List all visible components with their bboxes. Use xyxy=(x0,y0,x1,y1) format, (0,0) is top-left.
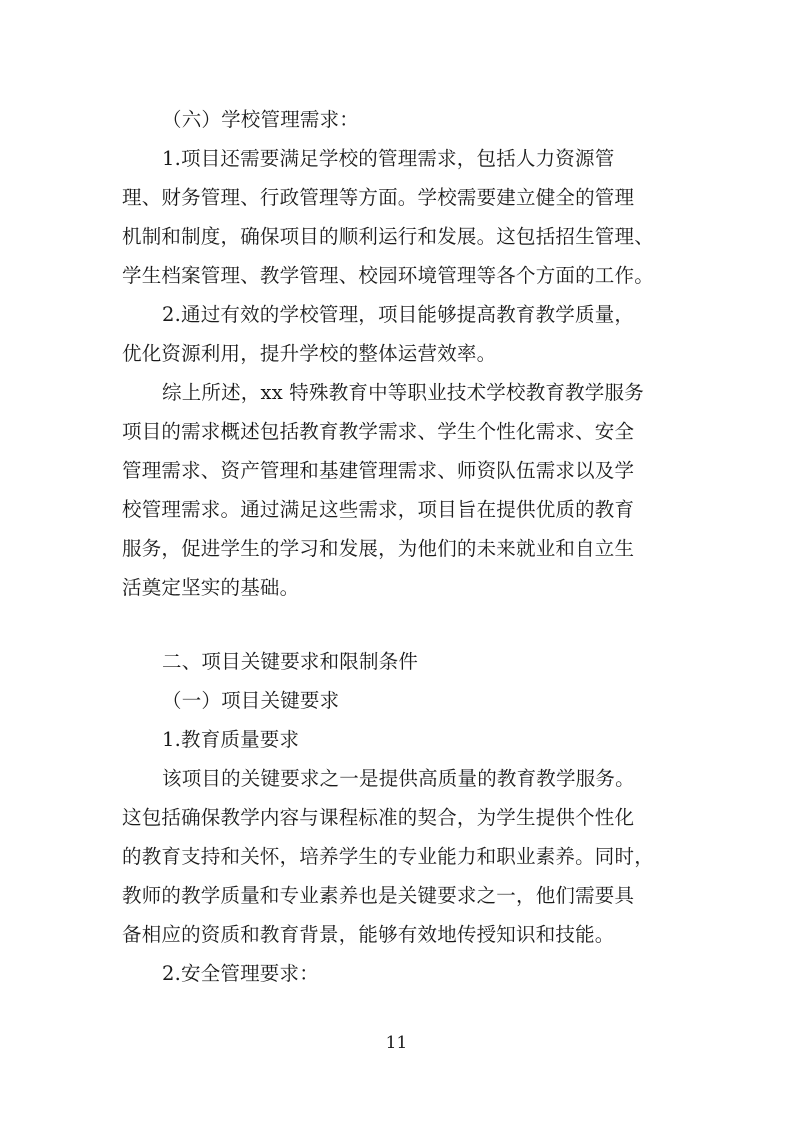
paragraph-line: 管理需求、资产管理和基建管理需求、师资队伍需求以及学 xyxy=(122,459,635,482)
page-number: 11 xyxy=(385,1033,408,1053)
paragraph-line: 优化资源利用，提升学校的整体运营效率。 xyxy=(122,342,497,365)
paragraph-line: 机制和制度，确保项目的顺利运行和发展。这包括招生管理、 xyxy=(122,225,654,248)
paragraph-line: 的教育支持和关怀，培养学生的专业能力和职业素养。同时， xyxy=(122,845,654,868)
paragraph-line: 活奠定坚实的基础。 xyxy=(122,576,300,599)
paragraph-line: 该项目的关键要求之一是提供高质量的教育教学服务。 xyxy=(162,767,635,790)
subsection-heading-education-quality: 1.教育质量要求 xyxy=(162,728,300,751)
paragraph-line: 综上所述，xx 特殊教育中等职业技术学校教育教学服务 xyxy=(162,381,644,404)
subsection-heading-safety-management: 2.安全管理要求： xyxy=(162,962,319,985)
paragraph-line: 项目的需求概述包括教育教学需求、学生个性化需求、安全 xyxy=(122,420,635,443)
paragraph-line: 这包括确保教学内容与课程标准的契合，为学生提供个性化 xyxy=(122,806,635,829)
paragraph-line: 校管理需求。通过满足这些需求，项目旨在提供优质的教育 xyxy=(122,498,635,521)
paragraph-line: 理、财务管理、行政管理等方面。学校需要建立健全的管理 xyxy=(122,186,635,209)
paragraph-line: 学生档案管理、教学管理、校园环境管理等各个方面的工作。 xyxy=(122,264,654,287)
paragraph-line: 服务，促进学生的学习和发展，为他们的未来就业和自立生 xyxy=(122,537,635,560)
paragraph-line: 2.通过有效的学校管理，项目能够提高教育教学质量， xyxy=(162,303,635,326)
paragraph-line: 备相应的资质和教育背景，能够有效地传授知识和技能。 xyxy=(122,923,615,946)
paragraph-line: 1.项目还需要满足学校的管理需求，包括人力资源管 xyxy=(162,147,615,170)
paragraph-line: 教师的教学质量和专业素养也是关键要求之一，他们需要具 xyxy=(122,884,635,907)
chapter-heading-key-requirements: 二、项目关键要求和限制条件 xyxy=(162,650,419,673)
section-heading-key-requirements: （一）项目关键要求 xyxy=(162,689,340,712)
section-heading-school-management: （六）学校管理需求： xyxy=(162,108,360,131)
